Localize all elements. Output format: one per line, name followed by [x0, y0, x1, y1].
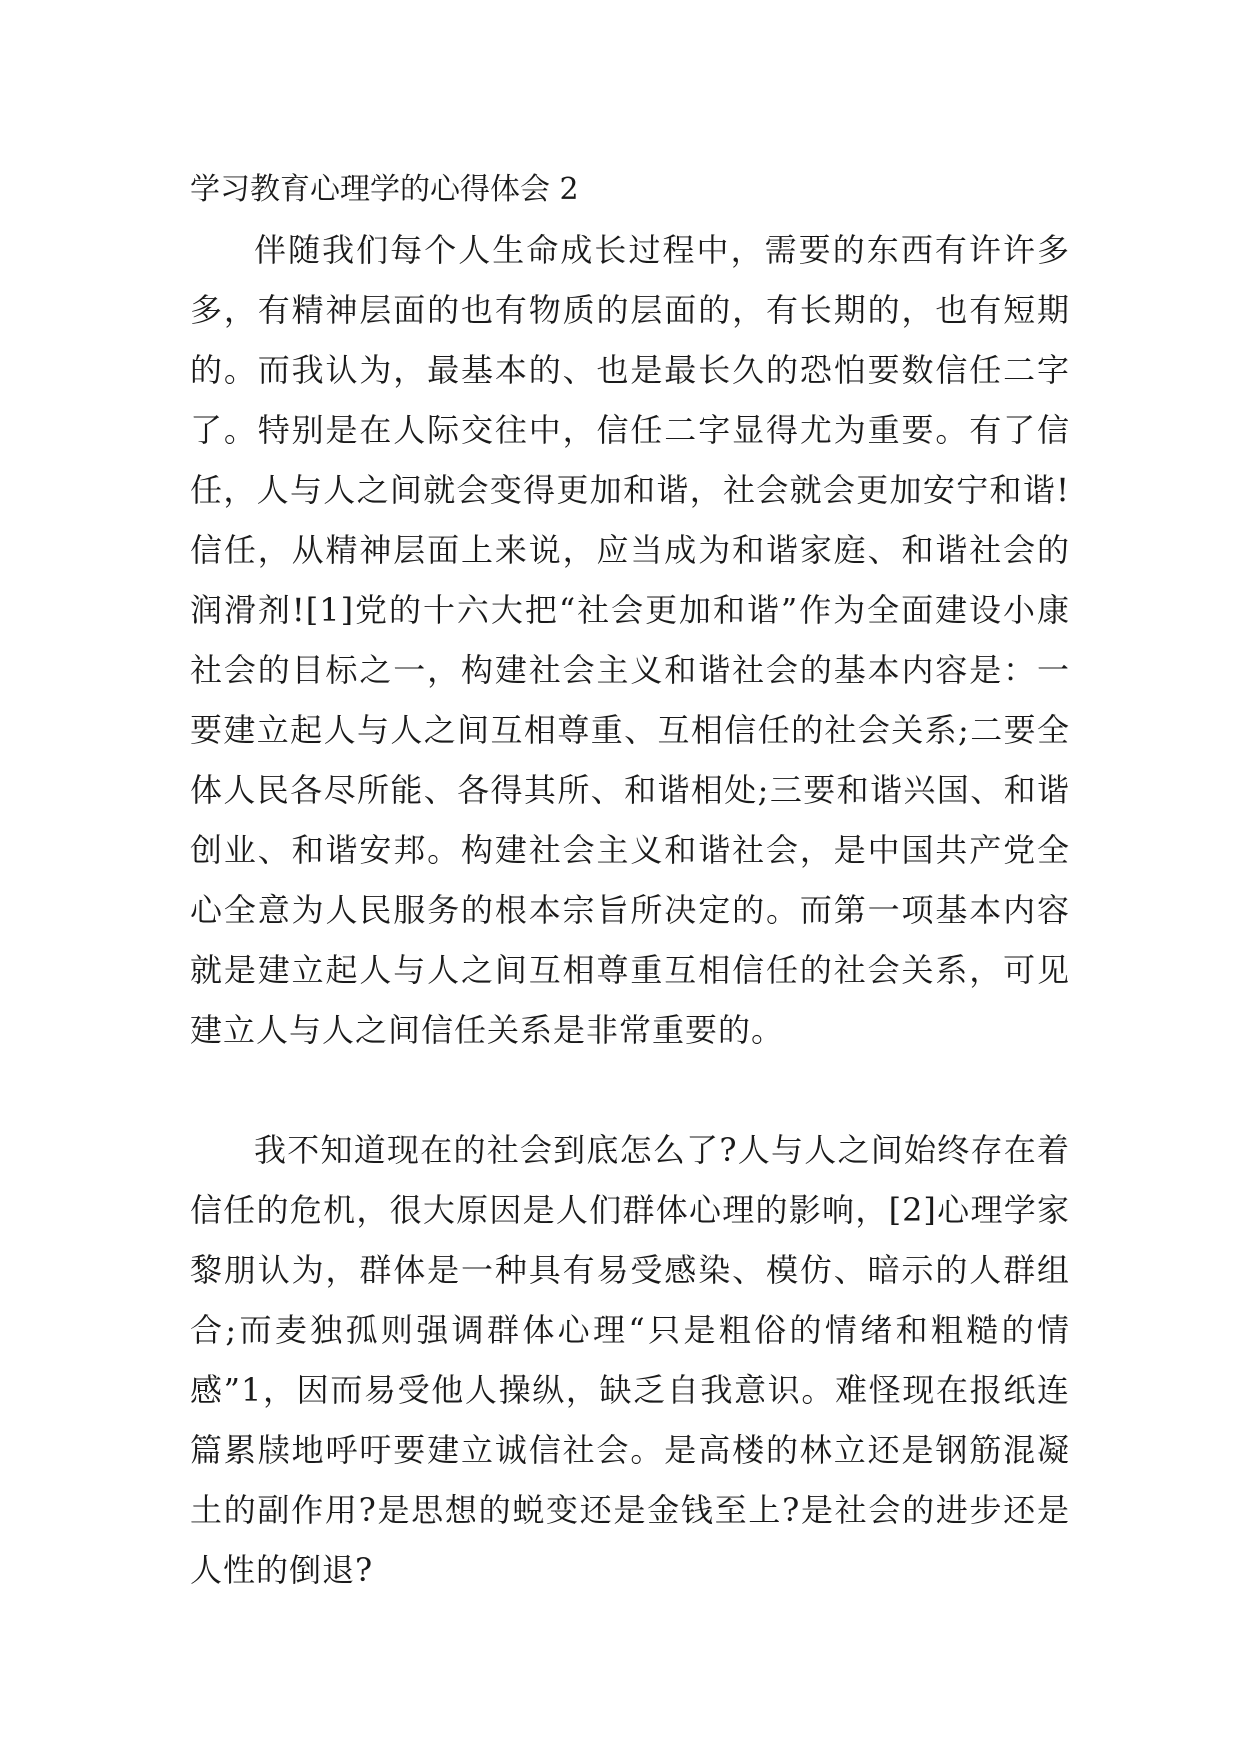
paragraph-1: 伴随我们每个人生命成长过程中，需要的东西有许许多多，有精神层面的也有物质的层面的，有长期的，也有短期的。而我认为，最基本的、也是最长久的恐怕要数信任二字了。特别是在人际交往中，信任二字显得尤为重要。有了信任，人与人之间就会变得更加和谐，社会就会更加安宁和谐!信任，从精神层面上来说，应当成为和谐家庭、和谐社会的润滑剂![1]党的十六大把“社会更加和谐”作为全面建设小康社会的目标之一，构建社会主义和谐社会的基本内容是：一要建立起人与人之间互相尊重、互相信任的社会关系;二要全体人民各尽所能、各得其所、和谐相处;三要和谐兴国、和谐创业、和谐安邦。构建社会主义和谐社会，是中国共产党全心全意为人民服务的根本宗旨所决定的。而第一项基本内容就是建立起人与人之间互相尊重互相信任的社会关系，可见建立人与人之间信任关系是非常重要的。 — [190, 231, 1070, 1049]
document-body — [190, 160, 1070, 1600]
paragraph-spacer — [190, 1060, 1070, 1120]
document-title: 学习教育心理学的心得体会 2 — [190, 172, 579, 207]
paragraph-2: 我不知道现在的社会到底怎么了?人与人之间始终存在着信任的危机，很大原因是人们群体心理的影响，[2]心理学家黎朋认为，群体是一种具有易受感染、模仿、暗示的人群组合;而麦独孤则强调群体心理“只是粗俗的情绪和粗糙的情感”1，因而易受他人操纵，缺乏自我意识。难怪现在报纸连篇累牍地呼吁要建立诚信社会。是高楼的林立还是钢筋混凝土的副作用?是思想的蜕变还是金钱至上?是社会的进步还是人性的倒退? — [190, 1131, 1070, 1589]
